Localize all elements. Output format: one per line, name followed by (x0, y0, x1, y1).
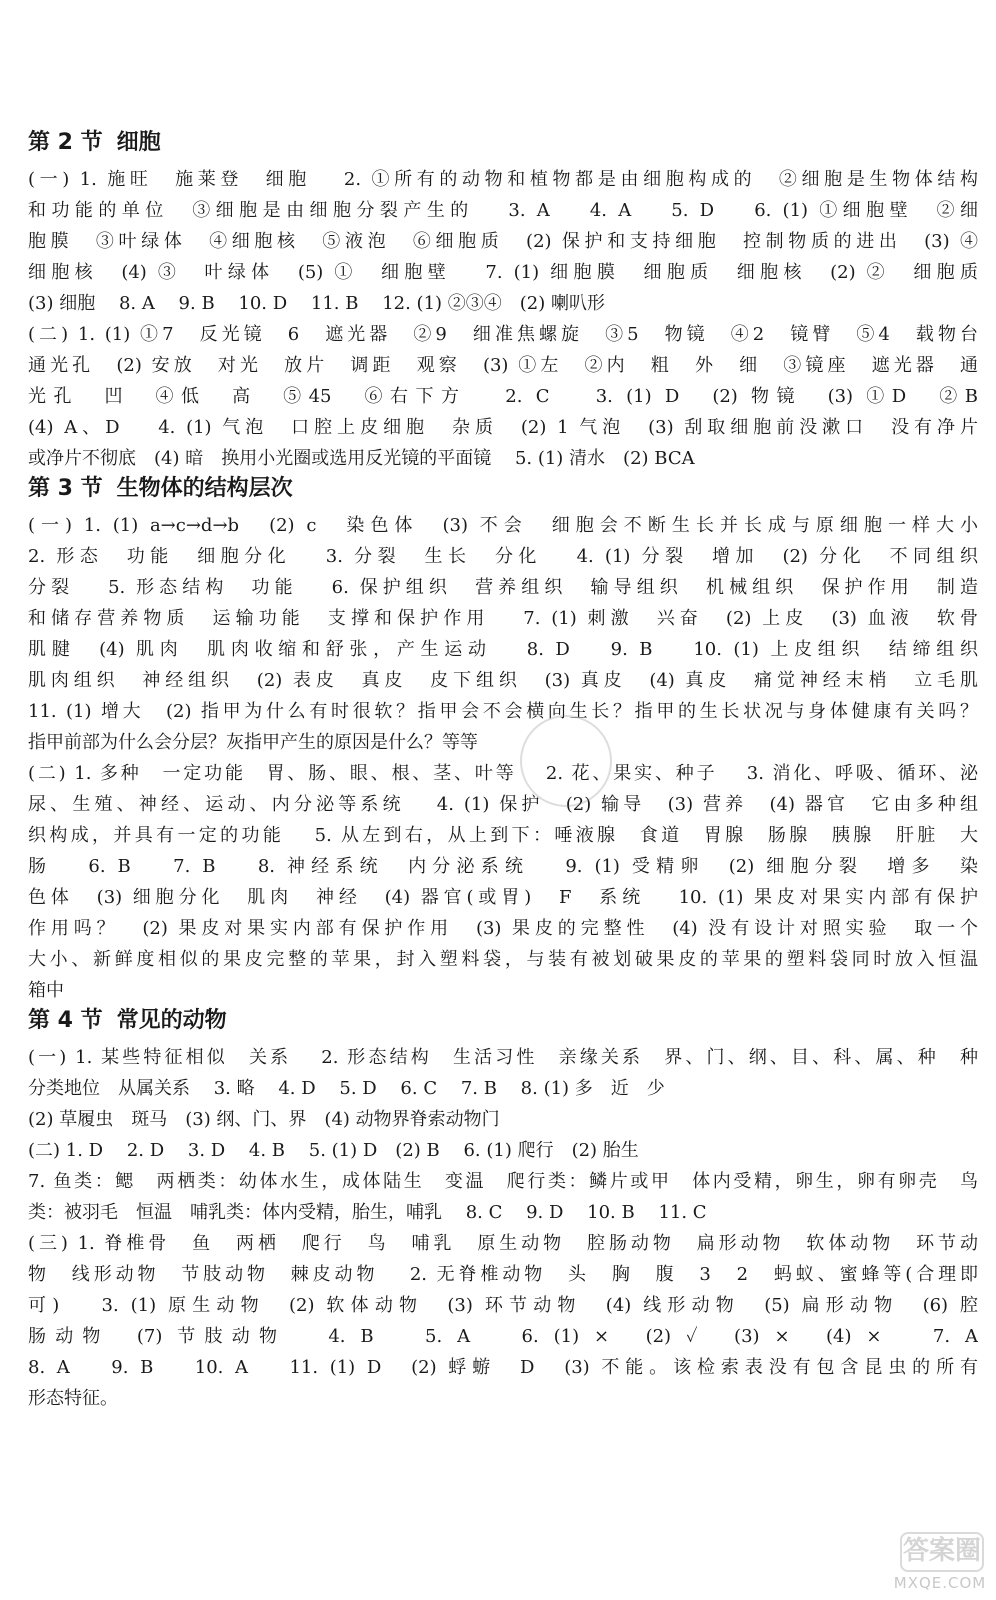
answer-line: (二) 1. D 2. D 3. D 4. B 5. (1) D (2) B 6. (1) 爬行 (2) 胎生 (28, 1140, 639, 1161)
answer-line: (三) 1. 脊椎骨 鱼 两栖 爬行 鸟 哺乳 原生动物 腔肠动物 扁形动物 软体动物 环节动 (28, 1233, 978, 1254)
answer-line: 通光孔 (2) 安放 对光 放片 调距 观察 (3) ①左 ②内 粗 外 细 ③镜座 遮光器 通 (28, 355, 978, 376)
answer-line: 分类地位 从属关系 3. 略 4. D 5. D 6. C 7. B 8. (1) 多 近 少 (28, 1078, 665, 1099)
answer-line: 肌腱 (4) 肌肉 肌肉收缩和舒张，产生运动 8. D 9. B 10. (1) 上皮组织 结缔组织 (28, 639, 978, 660)
section-number: 第 3 节 (28, 476, 103, 501)
answer-line: 细胞核 (4) ③ 叶绿体 (5) ① 细胞壁 7. (1) 细胞膜 细胞质 细胞核 (2) ② 细胞质 (28, 262, 978, 283)
answer-line: 和功能的单位 ③细胞是由细胞分裂产生的 3. A 4. A 5. D 6. (1) ①细胞壁 ②细 (28, 200, 978, 221)
answer-line: (二) 1. 多种 一定功能 胃、肠、眼、根、茎、叶等 2. 花、果实、种子 3. 消化、呼吸、循环、泌 (28, 763, 978, 784)
answer-line: 箱中 (28, 980, 64, 1001)
watermark (892, 1532, 988, 1592)
answer-line: 8. A 9. B 10. A 11. (1) D (2) 蜉蝣 D (3) 不能。该检索表没有包含昆虫的所有 (28, 1357, 978, 1378)
section-name: 常见的动物 (116, 1008, 227, 1033)
answer-line: 大小、新鲜度相似的果皮完整的苹果，封入塑料袋，与装有被划破果皮的苹果的塑料袋同时放入恒温 (28, 949, 978, 970)
answer-line: 织构成，并具有一定的功能 5. 从左到右，从上到下：唾液腺 食道 胃腺 肠腺 胰腺 肝脏 大 (28, 825, 978, 846)
answer-line: 作用吗？ (2) 果皮对果实内部有保护作用 (3) 果皮的完整性 (4) 没有设计对照实验 取一个 (28, 918, 978, 939)
answer-line: 2. 形态 功能 细胞分化 3. 分裂 生长 分化 4. (1) 分裂 增加 (2) 分化 不同组织 (28, 546, 978, 567)
section-number: 第 2 节 (28, 130, 103, 155)
answer-line: 肠动物 (7) 节肢动物 4. B 5. A 6. (1) × (2) ✓ (3) × (4) × 7. A (28, 1326, 978, 1347)
answer-line: 尿、生殖、神经、运动、内分泌等系统 4. (1) 保护 (2) 输导 (3) 营养 (4) 器官 它由多种组 (28, 794, 978, 815)
section-title (28, 128, 978, 164)
section-name: 细胞 (116, 130, 161, 155)
answer-line: 7. 鱼类：鳃 两栖类：幼体水生，成体陆生 变温 爬行类：鳞片或甲 体内受精，卵生，卵有卵壳 鸟 (28, 1171, 978, 1192)
answer-line: 分裂 5. 形态结构 功能 6. 保护组织 营养组织 输导组织 机械组织 保护作用 制造 (28, 577, 978, 598)
answer-line: 形态特征。 (28, 1388, 118, 1409)
answer-line: 胞膜 ③叶绿体 ④细胞核 ⑤液泡 ⑥细胞质 (2) 保护和支持细胞 控制物质的进出 (3) ④ (28, 231, 978, 252)
answer-line: (一) 1. (1) a→c→d→b (2) c 染色体 (3) 不会 细胞会不断生长并长成与原细胞一样大小 (28, 515, 978, 536)
answer-page (28, 128, 978, 1414)
section-title (28, 1006, 978, 1042)
watermark-logo: 答案圈 (900, 1532, 984, 1572)
answer-line: 指甲前部为什么会分层？灰指甲产生的原因是什么？等等 (28, 732, 478, 753)
section-3 (28, 474, 978, 1006)
faint-stamp-mark (520, 715, 612, 807)
answer-line: 或净片不彻底 (4) 暗 换用小光圈或选用反光镜的平面镜 5. (1) 清水 (2) BCA (28, 448, 695, 469)
answer-line: 光孔 凹 ④低 高 ⑤45 ⑥右下方 2. C 3. (1) D (2) 物镜 (3) ①D ②B (28, 386, 978, 407)
answer-line: 肌肉组织 神经组织 (2) 表皮 真皮 皮下组织 (3) 真皮 (4) 真皮 痛觉神经末梢 立毛肌 (28, 670, 978, 691)
answer-line: 类：被羽毛 恒温 哺乳类：体内受精，胎生，哺乳 8. C 9. D 10. B 11. C (28, 1202, 707, 1223)
watermark-site: MXQE.COM (893, 1574, 987, 1592)
answer-line: 色体 (3) 细胞分化 肌肉 神经 (4) 器官(或胃) F 系统 10. (1) 果皮对果实内部有保护 (28, 887, 978, 908)
answer-line: (3) 细胞 8. A 9. B 10. D 11. B 12. (1) ②③④ (2) 喇叭形 (28, 293, 605, 314)
answer-line: 物 线形动物 节肢动物 棘皮动物 2. 无脊椎动物 头 胸 腹 3 2 蚂蚁、蜜蜂等(合理即 (28, 1264, 978, 1285)
answer-line: 肠 6. B 7. B 8. 神经系统 内分泌系统 9. (1) 受精卵 (2) 细胞分裂 增多 染 (28, 856, 978, 877)
section-name: 生物体的结构层次 (116, 476, 293, 501)
section-2 (28, 128, 978, 474)
answer-line: (一) 1. 施旺 施莱登 细胞 2. ①所有的动物和植物都是由细胞构成的 ②细胞是生物体结构 (28, 169, 978, 190)
section-number: 第 4 节 (28, 1008, 103, 1033)
answer-line: (二) 1. (1) ①7 反光镜 6 遮光器 ②9 细准焦螺旋 ③5 物镜 ④2 镜臂 ⑤4 载物台 (28, 324, 978, 345)
answer-line: 和储存营养物质 运输功能 支撑和保护作用 7. (1) 刺激 兴奋 (2) 上皮 (3) 血液 软骨 (28, 608, 978, 629)
answer-line: (2) 草履虫 斑马 (3) 纲、门、界 (4) 动物界脊索动物门 (28, 1109, 500, 1130)
section-title (28, 474, 978, 510)
answer-line: (4) A、D 4. (1) 气泡 口腔上皮细胞 杂质 (2) 1 气泡 (3) 刮取细胞前没漱口 没有净片 (28, 417, 978, 438)
answer-line: 11. (1) 增大 (2) 指甲为什么有时很软？指甲会不会横向生长？指甲的生长状况与身体健康有关吗？ (28, 701, 978, 722)
answer-line: 可) 3. (1) 原生动物 (2) 软体动物 (3) 环节动物 (4) 线形动物 (5) 扁形动物 (6) 腔 (28, 1295, 978, 1316)
section-4 (28, 1006, 978, 1414)
answer-line: (一) 1. 某些特征相似 关系 2. 形态结构 生活习性 亲缘关系 界、门、纲、目、科、属、种 种 (28, 1047, 978, 1068)
